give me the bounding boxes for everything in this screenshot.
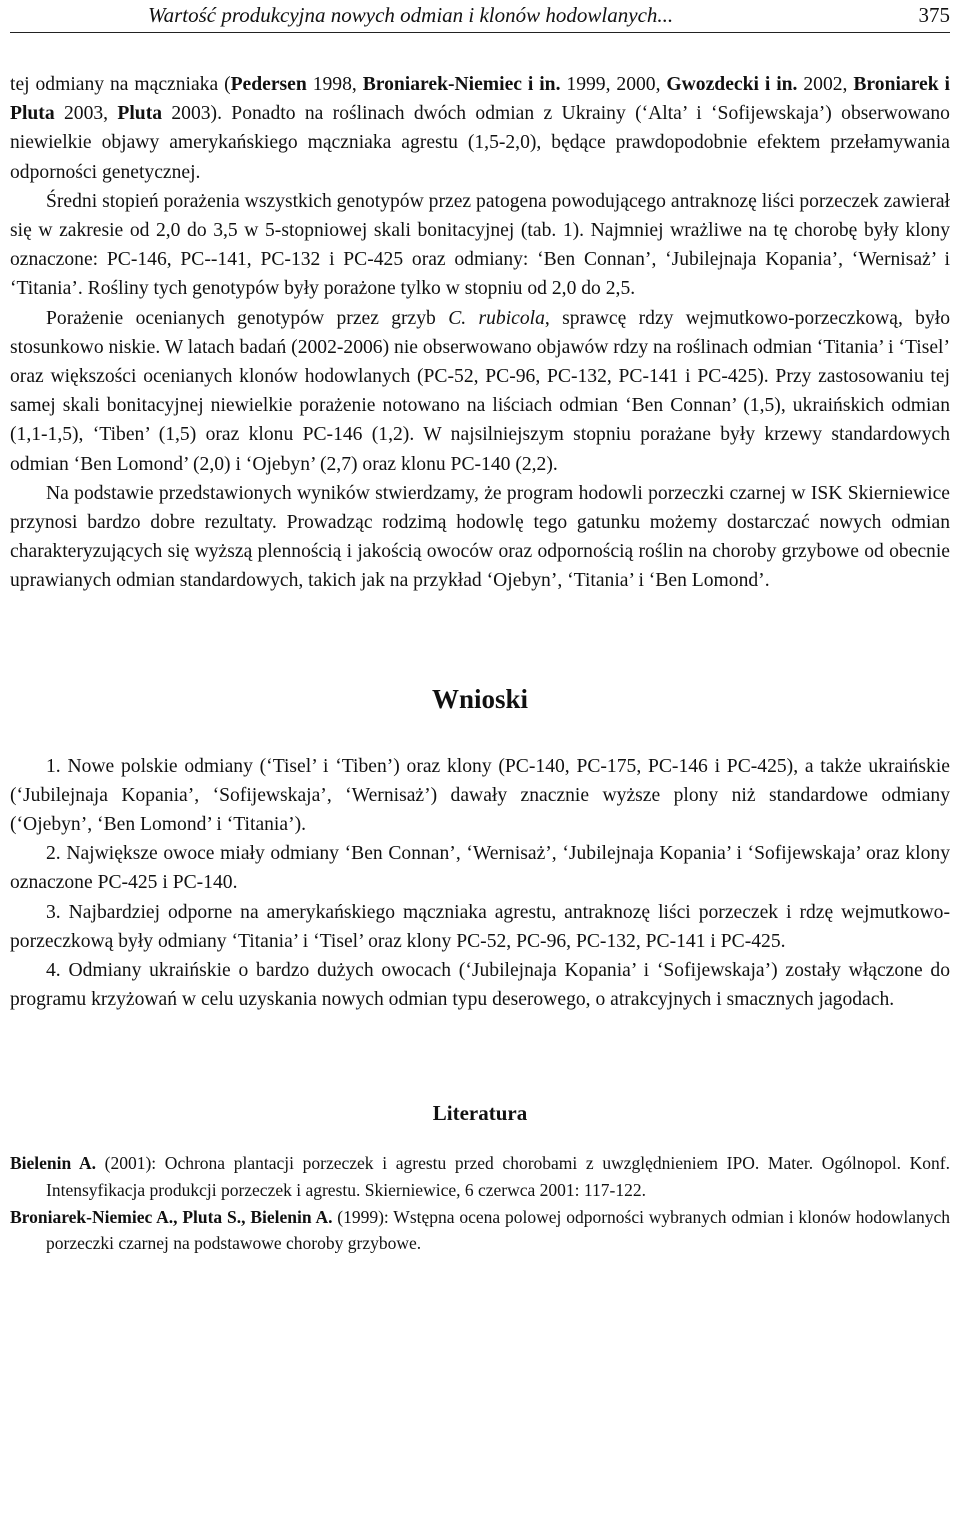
section-heading-wnioski: Wnioski	[431, 683, 529, 714]
reference-details: (2001): Ochrona plantacji porzeczek i agrestu przed chorobami z uwzględnieniem IPO. Mater. Ogólnopol. Konf. Intensyfikacja produkcji porzeczek i agrestu. Skierniewice, 6 czerwca 2001: 117-122.	[46, 1153, 950, 1201]
running-title: Wartość produkcyjna nowych odmian i klonów hodowlanych...	[148, 3, 674, 27]
italic-term: C. rubicola	[448, 307, 545, 329]
page	[10, 0, 950, 1257]
bold-citation: Pedersen	[230, 74, 307, 95]
paragraph-1	[10, 70, 950, 187]
text-run: 1998,	[306, 74, 363, 95]
reference-authors: Bielenin A.	[10, 1153, 96, 1174]
text-run: 2002,	[797, 74, 854, 95]
text-run: 2003,	[54, 103, 118, 125]
text-run: Na podstawie przedstawionych wyników stwierdzamy, że program hodowli porzeczki czarnej w ISK Skierniewice przynosi bardzo dobre rezultaty. Prowadząc rodzimą hodowlę tego gatunku możemy dostarczać nowych odmian charakteryzujących się wyższą plennością i jakością owoców oraz odpornością roślin na choroby grzybowe od obecnie uprawianych odmian standardowych, takich jak na przykład ‘Ojebyn’, ‘Titania’ i ‘Ben Lomond’.	[10, 482, 950, 592]
paragraph-3	[10, 304, 950, 479]
reference-list	[10, 1150, 950, 1256]
conclusion-item: 3. Najbardziej odporne na amerykańskiego mączniaka agrestu, antraknozę liści porzeczek i rdzę wejmutkowo-porzeczkową były odmiany ‘Titania’ i ‘Tisel’ oraz klony PC-52, PC-96, PC-132, PC-141 i PC-425.	[10, 901, 950, 952]
bold-citation: Gwozdecki i in.	[666, 74, 798, 95]
text-run: , sprawcę rdzy wejmutkowo-porzeczkową, było stosunkowo niskie. W latach badań (2002-2006) nie obserwowano objawów rdzy na roślinach odmian ‘Titania’ i ‘Tisel’ oraz większości ocenianych klonów hodowlanych (PC-52, PC-96, PC-132, PC-141 i PC-425). Przy zastosowaniu tej samej skali bonitacyjnej niewielkie porażenie notowano na liściach odmian ‘Ben Connan’ (1,5), ukraińskich odmian (1,1-1,5), ‘Tiben’ (1,5) oraz klonu PC-146 (1,2). W najsilniejszym stopniu porażane były krzewy standardowych odmian ‘Ben Lomond’ (2,0) i ‘Ojebyn’ (2,7) oraz klonu PC-140 (2,2).	[10, 307, 951, 475]
paragraph-2	[10, 187, 950, 304]
conclusion-item: 2. Największe owoce miały odmiany ‘Ben Connan’, ‘Wernisaż’, ‘Jubilejnaja Kopania’ i ‘Sofijewskaja’ oraz klony oznaczone PC-425 i PC-140.	[10, 843, 950, 894]
conclusion-item: 4. Odmiany ukraińskie o bardzo dużych owocach (‘Jubilejnaja Kopania’ i ‘Sofijewskaja’) zostały włączone do programu krzyżowań w celu uzyskania nowych odmian typu deserowego, o atrakcyjnych i smacznych jagodach.	[10, 960, 950, 1011]
conclusion-item: 1. Nowe polskie odmiany (‘Tisel’ i ‘Tiben’) oraz klony (PC-140, PC-175, PC-146 i PC-425), a także ukraińskie (‘Jubilejnaja Kopania’, ‘Sofijewskaja’, ‘Wernisaż’) dawały znacznie wyższe plony niż standardowe odmiany (‘Ojebyn’, ‘Ben Lomond’ i ‘Titania’).	[10, 755, 950, 836]
bold-citation: Broniarek i Pluta	[10, 74, 950, 125]
reference-details: (1999): Wstępna ocena polowej odporności wybranych odmian i klonów hodowlanych porzeczki czarnej na podstawowe choroby grzybowe.	[46, 1206, 950, 1254]
reference-item	[10, 1150, 950, 1203]
bold-citation: Pluta	[117, 103, 163, 125]
text-run: 2003). Ponadto na roślinach dwóch odmian z Ukrainy (‘Alta’ i ‘Sofijewskaja’) obserwowano niewielkie objawy amerykańskiego mączniaka agrestu (1,5-2,0), będące prawdopodobnie efektem przełamywania odporności genetycznej.	[10, 103, 950, 183]
paragraph-4	[10, 479, 950, 596]
reference-item	[10, 1204, 950, 1257]
page-number: 375	[918, 3, 950, 27]
text-run: tej odmiany na mączniaka (	[10, 74, 231, 95]
running-header	[10, 2, 950, 33]
text-run: 1999, 2000,	[560, 74, 667, 95]
body-text	[10, 70, 950, 1128]
section-heading-literatura: Literatura	[432, 1101, 528, 1126]
text-run: Porażenie ocenianych genotypów przez grzyb	[46, 307, 449, 329]
reference-authors: Broniarek-Niemiec A., Pluta S., Bielenin A.	[10, 1206, 333, 1227]
text-run: Średni stopień porażenia wszystkich genotypów przez patogena powodującego antraknozę liści porzeczek zawierał się w zakresie od 2,0 do 3,5 w 5-stopniowej skali bonitacyjnej (tab. 1). Najmniej wrażliwe na tę chorobę były klony oznaczone: PC-146, PC--141, PC-132 i PC-425 oraz odmiany: ‘Ben Connan’, ‘Jubilejnaja Kopania’, ‘Wernisaż’ i ‘Titania’. Rośliny tych genotypów były porażone tylko w stopniu od 2,0 do 2,5.	[10, 190, 950, 300]
bold-citation: Broniarek-Niemiec i in.	[362, 74, 561, 95]
